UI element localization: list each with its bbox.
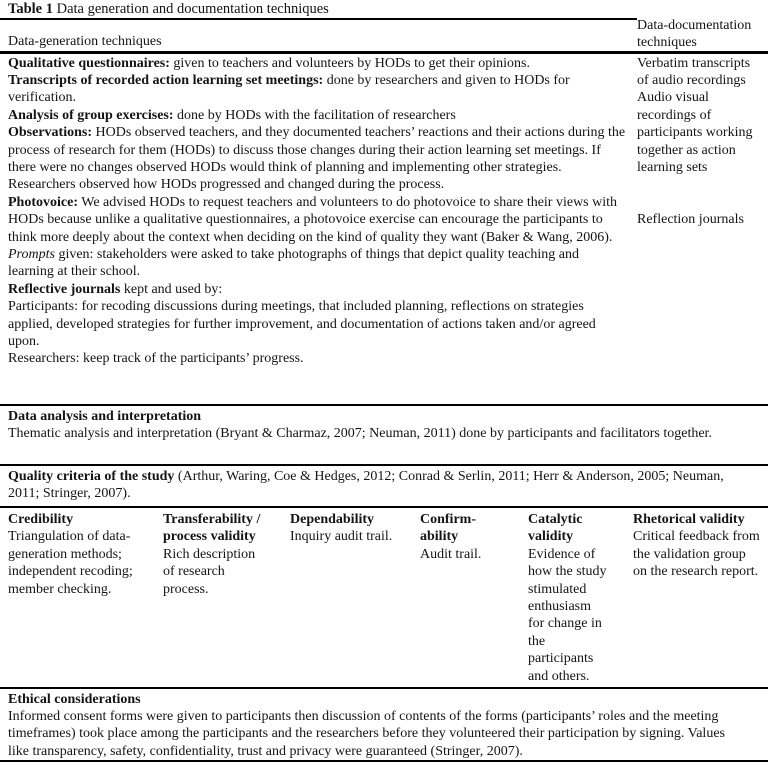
- table-title: [0, 0, 768, 18]
- quality-section: [0, 466, 768, 506]
- analysis-body: Thematic analysis and interpretation (Bryant & Charmaz, 2007; Neuman, 2011) done by participants and facilitators together.: [8, 426, 712, 442]
- criteria-body: Rich description of research process.: [163, 546, 256, 597]
- gen-item-text: given: stakeholders were asked to take photographs of things that depict quality teaching and learning at their school.: [8, 246, 580, 280]
- criteria-rhetorical-validity: [633, 511, 761, 581]
- criteria-header: Rhetorical validity: [633, 512, 745, 527]
- quality-citations: (Arthur, Waring, Coe & Hedges, 2012; Conrad & Serlin, 2011; Herr & Anderson, 2005; Neuman, 2011; Stringer, 2007).: [8, 469, 724, 502]
- gen-item-lead: Photovoice:: [8, 194, 78, 210]
- criteria-body: Inquiry audit trail.: [290, 529, 393, 545]
- gen-item-participants: [8, 298, 628, 350]
- gen-item-text: kept and used by:: [123, 281, 223, 297]
- gen-item-text: HODs observed teachers, and they documented teachers’ reactions and their actions during the process of research for them (HODs) to discuss those changes during their action learning set meetings. If there were no changes observed HODs would think of planning and implementing other strategies.: [8, 125, 626, 175]
- gen-item-lead: Transcripts of recorded action learning set meetings:: [8, 72, 324, 88]
- generation-column-header: Data-generation techniques: [8, 33, 162, 49]
- gen-item-qualitative-questionnaires: [8, 55, 628, 72]
- gen-item-group-exercises: [8, 107, 628, 124]
- criteria-transferability: [163, 511, 265, 598]
- doc-item-verbatim-transcripts: Verbatim transcripts of audio recordings: [637, 55, 751, 88]
- table-number: Table 1: [8, 1, 53, 17]
- criteria-body: Triangulation of data-generation methods; independent recoding; member checking.: [8, 529, 133, 597]
- criteria-header: Catalytic validity: [528, 512, 583, 545]
- criteria-header: Credibility: [8, 512, 74, 527]
- criteria-header: Transferability / process validity: [163, 512, 261, 545]
- documentation-column: [637, 55, 765, 405]
- generation-column: [0, 55, 637, 405]
- criteria-credibility: [8, 511, 158, 598]
- gen-item-text: Participants: for recoding discussions during meetings, that included planning, reflections on strategies applied, developed strategies for further improvement, and documentation of actions taken and/or agreed upon.: [8, 299, 596, 349]
- gen-item-lead: Reflective journals: [8, 281, 121, 297]
- criteria-body: Evidence of how the study stimulated enthusiasm for change in the participants and others.: [528, 546, 607, 684]
- gen-item-observations: [8, 124, 628, 176]
- gen-item-text: Researchers observed how HODs progressed and changed during the process.: [8, 177, 445, 193]
- gen-item-text: done by researchers and given to HODs for verification.: [8, 72, 570, 106]
- criteria-confirmability: [420, 511, 494, 563]
- gen-item-text: done by HODs with the facilitation of researchers: [177, 107, 456, 123]
- criteria-header: Dependability: [290, 512, 375, 527]
- documentation-column-header: Data-documentation techniques: [637, 18, 752, 50]
- gen-item-text: We advised HODs to request teachers and volunteers to do photovoice to share their views with HODs because unlike a qualitative questionnaires, a photovoice exercise can encourage the participants to think more deeply about the context when deciding on the kind of quality they want (Baker & Wang, 2006).: [8, 194, 618, 245]
- table-header-row: [0, 20, 768, 51]
- table-title-text: Data generation and documentation techniques: [56, 1, 329, 17]
- ethics-heading: Ethical considerations: [8, 692, 141, 707]
- gen-item-text: Researchers: keep track of the participants’ progress.: [8, 351, 304, 367]
- criteria-body: Audit trail.: [420, 546, 482, 562]
- table-body-row: [0, 54, 768, 405]
- gen-item-lead: Observations:: [8, 125, 92, 141]
- doc-item-audio-visual: Audio visual recordings of participants working together as action learning sets: [637, 90, 753, 175]
- criteria-body: Critical feedback from the validation group on the research report.: [633, 529, 760, 580]
- ethics-body: Informed consent forms were given to participants then discussion of contents of the forms (participants’ roles and the meeting timeframes) took place among the participants and the researchers before they volunteered their participation by signing. Values like transparency, safety, confidentiality, trust and privacy were guaranteed (Stringer, 2007).: [8, 709, 725, 759]
- analysis-section: [0, 406, 768, 464]
- analysis-heading: Data analysis and interpretation: [8, 409, 202, 424]
- quality-lead: Quality criteria of the study: [8, 469, 175, 484]
- gen-item-lead: Qualitative questionnaires:: [8, 55, 170, 71]
- criteria-grid: [0, 508, 768, 687]
- gen-item-transcripts: [8, 72, 628, 107]
- gen-item-reflective-journals: [8, 281, 628, 298]
- criteria-catalytic-validity: [528, 511, 610, 685]
- gen-item-text: given to teachers and volunteers by HODs to get their opinions.: [173, 55, 530, 71]
- gen-item-lead: Prompts: [8, 246, 55, 262]
- criteria-header: Confirm-ability: [420, 512, 476, 545]
- gen-item-researchers-observed: [8, 176, 628, 193]
- gen-item-photovoice: [8, 194, 628, 246]
- ethics-section: [0, 689, 768, 762]
- quality-paragraph: [8, 468, 740, 503]
- gen-item-prompts: [8, 246, 628, 281]
- doc-item-reflection-journals: Reflection journals: [637, 212, 744, 228]
- criteria-dependability: [290, 511, 415, 546]
- gen-item-lead: Analysis of group exercises:: [8, 107, 174, 123]
- gen-item-researchers-track: [8, 350, 628, 367]
